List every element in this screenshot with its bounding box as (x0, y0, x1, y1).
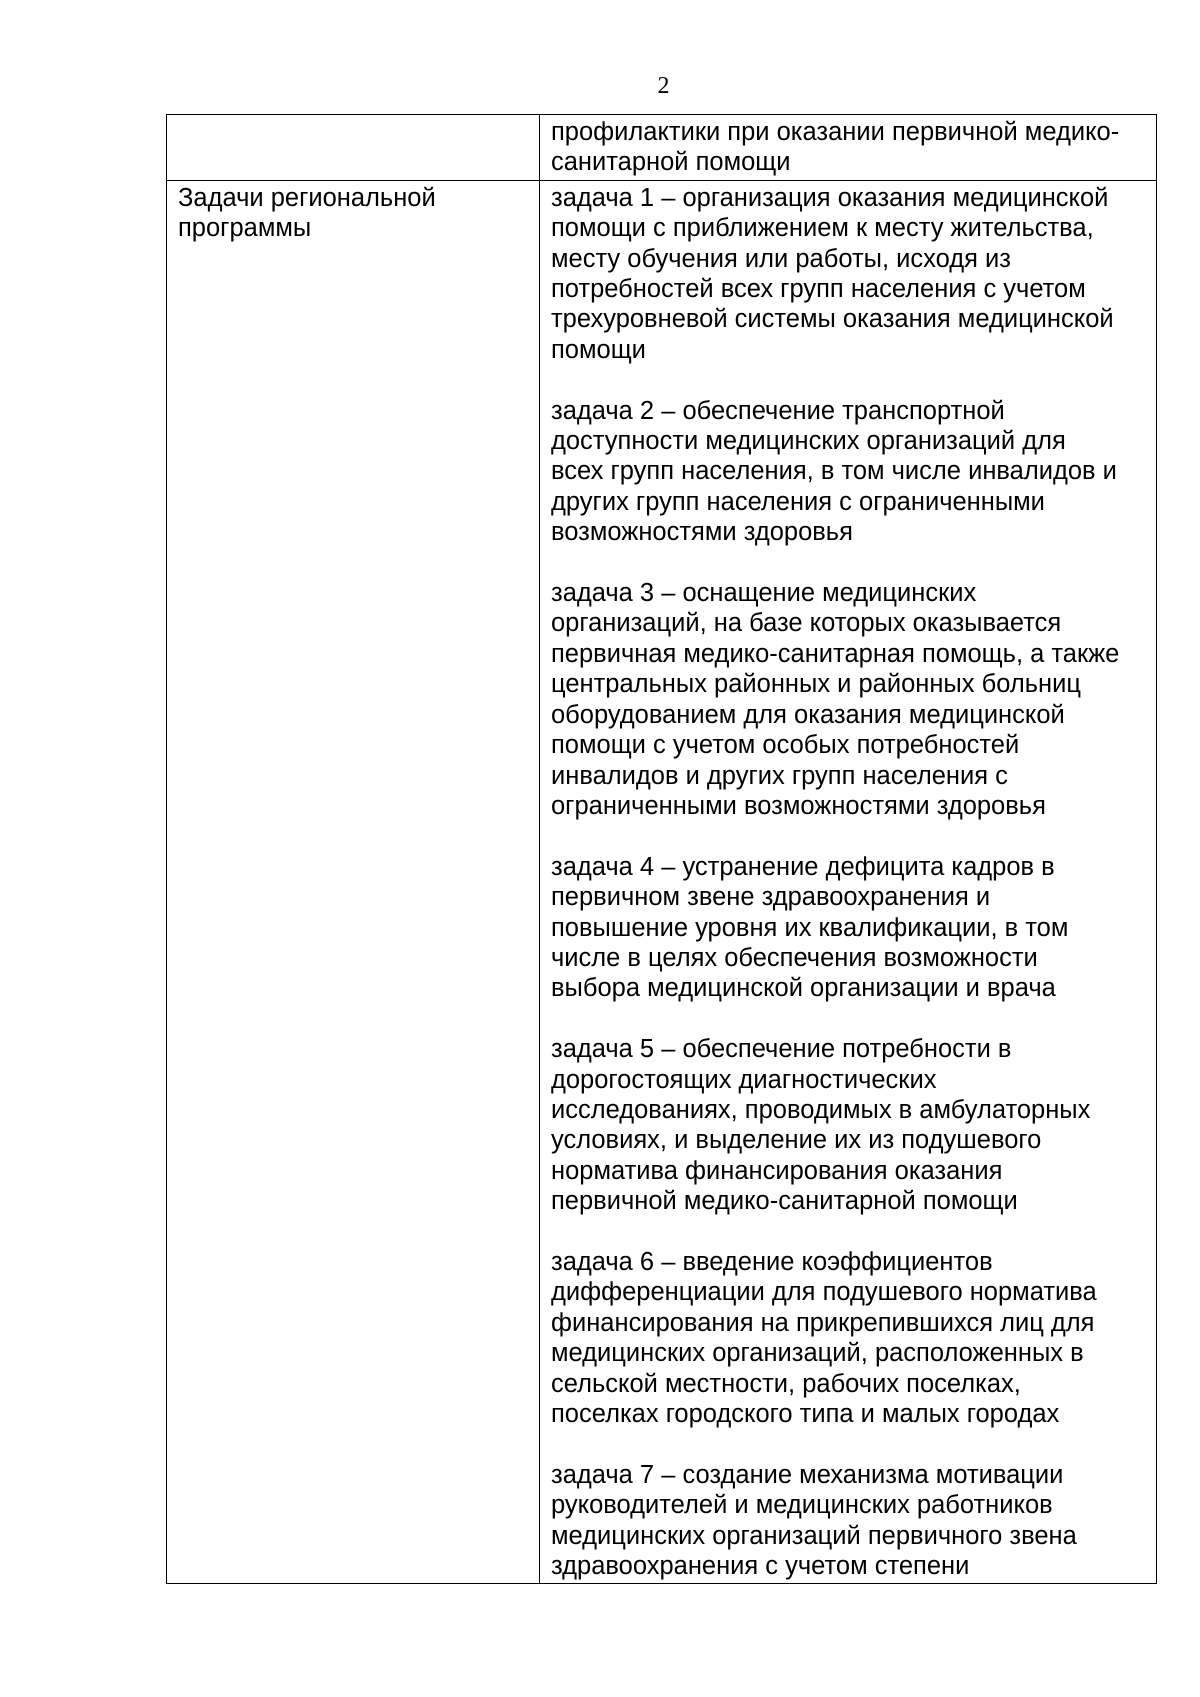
task-line: организаций, на базе которых оказывается (551, 609, 1062, 638)
table-row-continuation (167, 115, 1157, 181)
task-line: задача 7 – создание механизма мотивации (551, 1460, 1064, 1489)
continuation-label-cell (167, 115, 540, 181)
task-line: выбора медицинской организации и врача (551, 974, 1056, 1003)
task-item-3 (551, 578, 1146, 821)
task-line: задача 4 – устранение дефицита кадров в (551, 852, 1055, 881)
task-line: числе в целях обеспечения возможности (551, 943, 1038, 972)
task-line: всех групп населения, в том числе инвалидов и (551, 457, 1117, 486)
task-line: условиях, и выделение их из подушевого (551, 1126, 1042, 1155)
tasks-label-line: программы (178, 214, 312, 243)
task-line: оборудованием для оказания медицинской (551, 700, 1065, 729)
task-line: первичном звене здравоохранения и (551, 883, 991, 912)
task-line: сельской местности, рабочих поселках, (551, 1369, 1021, 1398)
task-line: финансирования на прикрепившихся лиц для (551, 1308, 1095, 1337)
continuation-text-line: профилактики при оказании первичной медико- (551, 118, 1120, 146)
task-line: задача 3 – оснащение медицинских (551, 579, 977, 608)
task-line: медицинских организаций, расположенных в (551, 1339, 1084, 1368)
task-item-6 (551, 1247, 1146, 1429)
task-line: задача 6 – введение коэффициентов (551, 1247, 993, 1276)
tasks-label-line: Задачи региональной (178, 183, 436, 212)
table-row-tasks (167, 180, 1157, 1584)
task-line: первичной медико-санитарной помощи (551, 1187, 1018, 1216)
task-line: ограниченными возможностями здоровья (551, 791, 1046, 820)
task-line: задача 5 – обеспечение потребности в (551, 1035, 1012, 1064)
task-line: поселках городского типа и малых городах (551, 1399, 1060, 1428)
task-item-5 (551, 1034, 1146, 1216)
task-line: помощи (551, 335, 646, 364)
task-line: помощи с учетом особых потребностей (551, 731, 1020, 760)
task-line: первичная медико-санитарная помощь, а также (551, 639, 1120, 668)
task-item-2 (551, 396, 1146, 548)
task-item-1 (551, 183, 1146, 365)
page-number: 2 (657, 73, 670, 99)
task-line: возможностями здоровья (551, 518, 853, 547)
task-line: инвалидов и других групп населения с (551, 761, 1008, 790)
task-line: исследованиях, проводимых в амбулаторных (551, 1095, 1091, 1124)
continuation-text-cell (540, 115, 1157, 181)
tasks-label-cell (167, 180, 540, 1584)
task-line: норматива финансирования оказания (551, 1156, 1003, 1185)
task-line: медицинских организаций первичного звена (551, 1521, 1077, 1550)
continuation-text-line: санитарной помощи (551, 148, 791, 177)
task-line: потребностей всех групп населения с учетом (551, 275, 1086, 304)
tasks-list-cell (540, 180, 1157, 1584)
task-item-4 (551, 852, 1146, 1004)
program-table (166, 114, 1157, 1584)
task-line: дорогостоящих диагностических (551, 1065, 937, 1094)
task-line: месту обучения или работы, исходя из (551, 244, 1011, 273)
task-line: трехуровневой системы оказания медицинской (551, 305, 1114, 334)
task-line: здравоохранения с учетом степени (551, 1552, 970, 1580)
task-line: задача 1 – организация оказания медицинской (551, 183, 1109, 212)
task-item-7 (551, 1460, 1146, 1582)
task-line: центральных районных и районных больниц (551, 670, 1081, 699)
task-line: помощи с приближением к месту жительства, (551, 214, 1094, 243)
task-line: дифференциации для подушевого норматива (551, 1278, 1097, 1307)
task-line: других групп населения с ограниченными (551, 487, 1045, 516)
task-line: доступности медицинских организаций для (551, 427, 1066, 456)
task-line: задача 2 – обеспечение транспортной (551, 396, 1005, 425)
task-line: повышение уровня их квалификации, в том (551, 913, 1069, 942)
task-line: руководителей и медицинских работников (551, 1491, 1053, 1520)
